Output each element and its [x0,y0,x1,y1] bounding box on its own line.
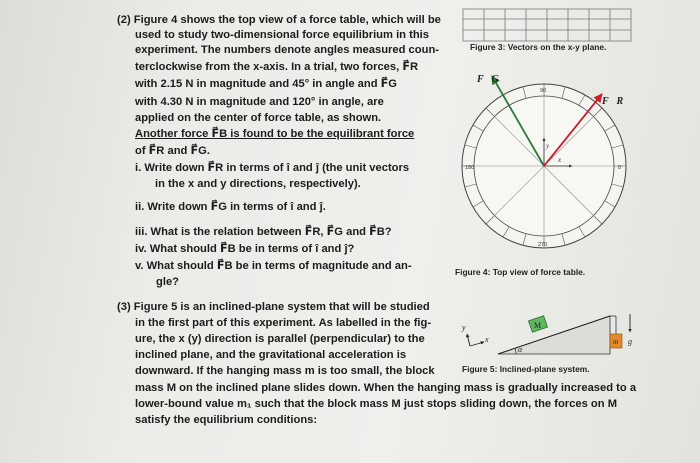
problem2-line-1: (2) Figure 4 shows the top view of a force table, which will be [117,14,441,26]
problem3-line-4: inclined plane, and the gravitational acceleration is [135,349,407,361]
problem2-line-7: applied on the center of force table, as shown. [135,112,382,124]
fg-label: F⃗G [477,74,499,85]
figure3-caption: Figure 3: Vectors on the x-y plane. [470,42,607,52]
fr-label: F⃗R [602,96,624,107]
problem3-line-6: mass M on the inclined plane slides down. When the hanging mass is gradually increased to a [135,382,637,394]
problem3-line-7: lower-bound value m₁ such that the block mass M just stops sliding down, the forces on M [135,398,618,410]
fig5-x-arrow [470,342,484,346]
problem2-line-3: experiment. The numbers denote angles measured coun- [135,44,440,56]
problem3-line-8: satisfy the equilibrium conditions: [135,414,318,426]
tick-label-270: 270 [538,242,548,248]
fig5-y-label: y [462,323,466,332]
problem3-line-3: ure, the x (y) direction is parallel (perpendicular) to the [135,333,425,345]
figure4-force-table [452,66,637,256]
problem2-line-6: with 4.30 N in magnitude and 120° in angle, are [135,96,384,108]
problem2-item-ii: ii. Write down F⃗G in terms of î and ĵ. [135,201,326,213]
fig5-x-label: x [485,335,489,344]
problem2-line-2: used to study two-dimensional force equilibrium in this [135,29,430,41]
problem2-line-5: with 2.15 N in magnitude and 45° in angle and F⃗G [135,78,398,90]
problem2-item-v: v. What should F⃗B be in terms of magnitude and an- [135,260,412,272]
gravity-label: g [628,337,632,346]
problem2-line-4: terclockwise from the x-axis. In a trial, two forces, F⃗R [135,61,419,73]
problem3-line-2: in the first part of this experiment. As labelled in the fig- [135,317,432,329]
block-M-label: M [534,321,542,330]
alpha-label: α [518,345,523,354]
figure5-inclined-plane [458,306,638,366]
figure5-caption: Figure 5: Inclined-plane system. [462,364,590,374]
x-axis-label: x [558,156,562,164]
problem3-line-5: downward. If the hanging mass m is too small, the block [135,365,435,377]
tick-label-90: 90 [540,88,547,94]
problem2-item-i-cont: in the x and y directions, respectively). [155,178,361,190]
tick-label-0: 0 [618,165,622,171]
problem2-item-iv: iv. What should F⃗B be in terms of î and ĵ? [135,243,355,255]
tick-label-180: 180 [465,165,475,171]
problem2-item-iii: iii. What is the relation between F⃗R, F⃗G and F⃗B? [135,226,392,238]
problem2-line-8: Another force F⃗B is found to be the equilibrant force [135,128,415,140]
hanging-mass-label: m [613,338,619,346]
figure4-caption: Figure 4: Top view of force table. [455,267,586,277]
problem2-item-i: i. Write down F⃗R in terms of î and ĵ (the unit vectors [135,162,410,174]
problem2-item-v-cont: gle? [156,276,179,288]
fig5-y-arrow [467,334,470,346]
figure3-grid [462,8,632,42]
y-axis-label: y [546,142,550,150]
problem2-line-9: of F⃗R and F⃗G. [135,145,210,157]
problem3-line-1: (3) Figure 5 is an inclined-plane system that will be studied [117,301,430,313]
